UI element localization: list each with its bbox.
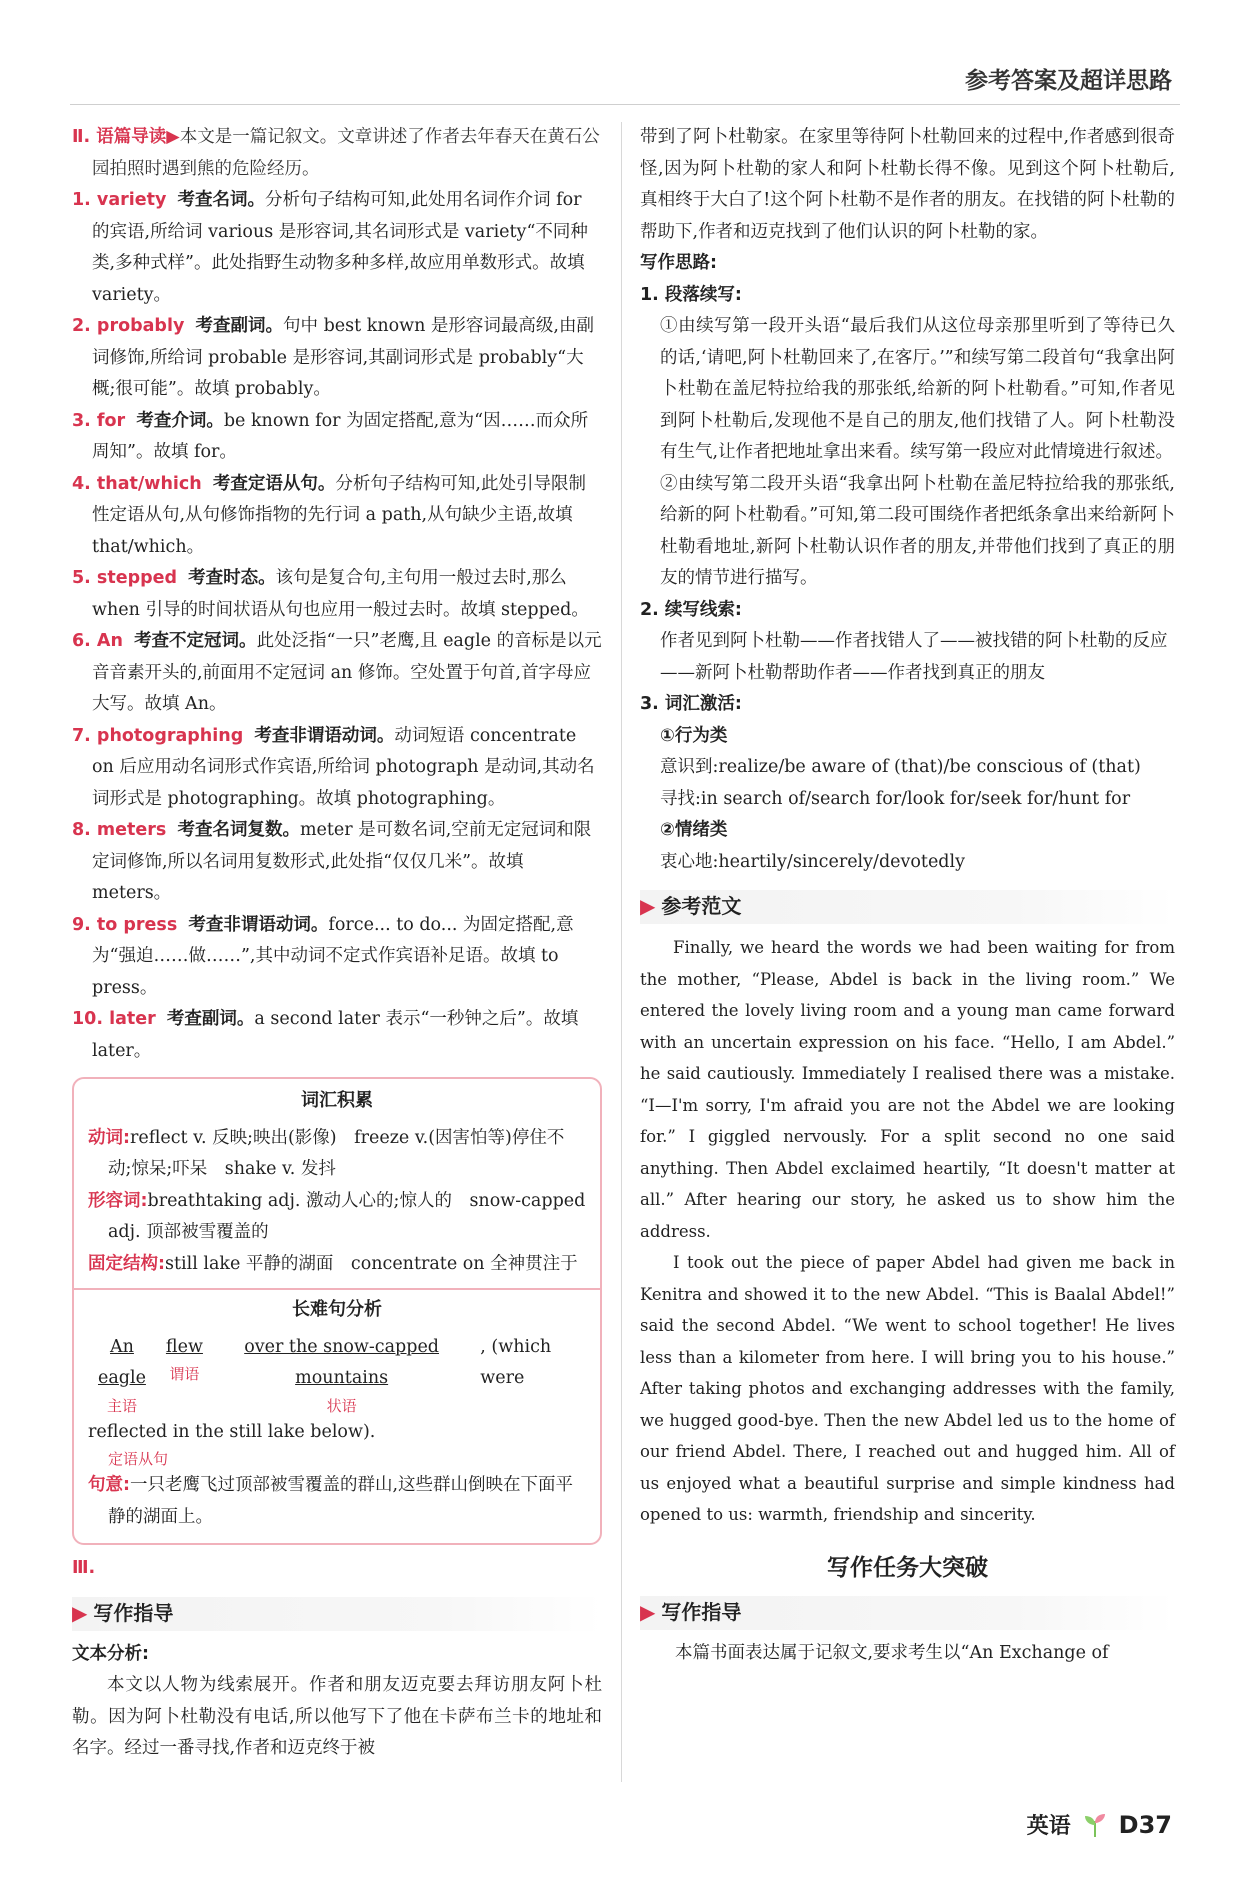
answer-tag: 考查副词。 <box>166 1009 255 1029</box>
answer-text: be known for 为固定搭配,意为“因……而众所周知”。故填 for。 <box>92 410 589 462</box>
vocab-text: still lake 平静的湖面 concentrate on 全神贯注于 <box>165 1253 578 1274</box>
writing-guide-ribbon-2 <box>640 1596 1175 1630</box>
task-title: 写作任务大突破 <box>827 1554 988 1581</box>
writing-guide-ribbon <box>72 1597 602 1631</box>
answer-tag: 考查非谓语动词。 <box>254 725 395 746</box>
text-analysis-body: 本文以人物为线索展开。作者和朋友迈克要去拜访朋友阿卜杜勒。因为阿卜杜勒没有电话,所以他写下了他在卡萨布兰卡的地址和名字。经过一番寻找,作者和迈克终于被 <box>72 1675 602 1758</box>
vocab-category: 形容词: <box>88 1190 148 1211</box>
page-header-title: 参考答案及超详思路 <box>965 68 1172 94</box>
clause-start: , (which were <box>480 1336 552 1388</box>
p1-b: ②由续写第二段开头语“我拿出阿卜杜勒在盖尼特拉给我的那张纸,给新的阿卜杜勒看。”可知,第二段可围绕作者把纸条拿出来给新阿卜杜勒看地址,新阿卜杜勒认识作者的朋友,并带他们找到了真正的朋友的情节进行描写。 <box>660 473 1175 588</box>
thinking-label: 写作思路: <box>640 253 717 273</box>
answer-number: 7. photographing <box>72 725 244 746</box>
answer-tag: 考查时态。 <box>188 568 276 588</box>
verb-label: 谓语 <box>169 1365 200 1383</box>
answer-item-6 <box>72 626 602 721</box>
analysis-continuation: 带到了阿卜杜勒家。在家里等待阿卜杜勒回来的过程中,作者感到很奇怪,因为阿卜杜勒的家人和阿卜杜勒长得不像。见到这个阿卜杜勒后,真相终于大白了!这个阿卜杜勒不是作者的朋友。在找错的阿卜杜勒的帮助下,作者和迈克找到了他们认识的阿卜杜勒的家。 <box>640 127 1175 242</box>
answer-text: 该句是复合句,主句用一般过去时,那么 when 引导的时间状语从句也应用一般过去时。故填 stepped。 <box>92 568 589 620</box>
answer-tag: 考查非谓语动词。 <box>188 914 329 935</box>
vocab-category: 动词: <box>88 1127 130 1148</box>
answer-text: a second later 表示“一秒钟之后”。故填 later。 <box>92 1009 579 1061</box>
page-number: D37 <box>1118 1810 1172 1839</box>
last-line: 本篇书面表达属于记叙文,要求考生以“An Exchange of <box>675 1643 1109 1663</box>
verb-phrase: flew <box>165 1336 203 1357</box>
meaning-text: 一只老鹰飞过顶部被雪覆盖的群山,这些群山倒映在下面平静的湖面上。 <box>108 1475 574 1527</box>
p3-a-1: 意识到:realize/be aware of (that)/be conscious of (that) <box>660 757 1141 777</box>
p3-a-label: ①行为类 <box>660 725 728 746</box>
p2-label: 2. 续写线索: <box>640 599 742 620</box>
text-analysis-label: 文本分析: <box>72 1643 149 1664</box>
essay-paragraph-1: Finally, we heard the words we had been waiting for from the mother, “Please, Abdel is back in the living room.” We entered the lovely living room and a young man came forward with an uncertain expression on his face. “Hello, I am Abdel.” he said cautiously. Immediately I realised there was a mistake. “I—I'm sorry, I'm afraid you are not the Abdel we are looking for.” I giggled nervously. For a split second no one said anything. Then Abdel exclaimed heartily, “It doesn't matter at all.” After hearing our story, he asked us to show him the address. <box>640 938 1175 1241</box>
answer-text: 此处泛指“一只”老鹰,且 eagle 的音标是以元音音素开头的,前面用不定冠词 an 修饰。空处置于句首,首字母应大写。故填 An。 <box>92 631 602 714</box>
section-intro <box>72 122 602 185</box>
vocab-row-verbs <box>88 1123 586 1186</box>
intro-label: Ⅱ. 语篇导读▶ <box>72 127 180 147</box>
header-rule <box>70 104 1180 105</box>
answer-number: 10. later <box>72 1009 156 1029</box>
answer-text: 分析句子结构可知,此处引导限制性定语从句,从句修饰指物的先行词 a path,从句缺少主语,故填 that/which。 <box>92 473 586 557</box>
box-separator <box>74 1288 600 1290</box>
subject-phrase: An eagle <box>97 1336 146 1388</box>
intro-text: 本文是一篇记叙文。文章讲述了作者去年春天在黄石公园拍照时遇到熊的危险经历。 <box>92 127 600 179</box>
clause-end: reflected in the still lake below). <box>88 1421 376 1442</box>
p2-text: 作者见到阿卜杜勒——作者找错人了——被找错的阿卜杜勒的反应——新阿卜杜勒帮助作者——作者找到真正的朋友 <box>660 631 1168 683</box>
answer-item-3 <box>72 406 602 469</box>
answer-item-4 <box>72 469 602 564</box>
vocab-text: reflect v. 反映;映出(影像) freeze v.(因害怕等)停住不动;惊呆;吓呆 shake v. 发抖 <box>108 1127 565 1179</box>
answer-tag: 考查不定冠词。 <box>134 631 257 651</box>
answer-item-5 <box>72 563 602 626</box>
ribbon-arrow-icon: ▶ <box>640 894 656 919</box>
answer-number: 3. for <box>72 410 126 431</box>
vocab-box <box>72 1077 602 1545</box>
answer-text: meter 是可数名词,空前无定冠词和限定词修饰,所以名词用复数形式,此处指“仅仅几米”。故填 meters。 <box>92 820 592 903</box>
subject-label: 英语 <box>1026 1814 1071 1839</box>
answer-item-10 <box>72 1004 602 1067</box>
answer-text: 句中 best known 是形容词最高级,由副词修饰,所给词 probable 是形容词,其副词形式是 probably“大概;很可能”。故填 probably。 <box>92 316 594 399</box>
answer-text: 分析句子结构可知,此处用名词作介词 for 的宾语,所给词 various 是形容词,其名词形式是 variety“不同种类,多种式样”。此处指野生动物多种多样,故应用单数形式。故填 variety。 <box>92 190 588 305</box>
p1-a: ①由续写第一段开头语“最后我们从这位母亲那里听到了等待已久的话,‘请吧,阿卜杜勒回来了,在客厅。’”和续写第二段首句“我拿出阿卜杜勒在盖尼特拉给我的那张纸,给新的阿卜杜勒看。”可知,作者见到阿卜杜勒后,发现他不是自己的朋友,他们找错了人。阿卜杜勒没有生气,让作者把地址拿出来看。续写第一段应对此情境进行叙述。 <box>660 316 1175 462</box>
answer-item-2 <box>72 311 602 406</box>
vocab-row-phrases <box>88 1249 586 1281</box>
page-footer <box>1027 1809 1172 1840</box>
answer-number: 8. meters <box>72 820 167 840</box>
p3-b-label: ②情绪类 <box>660 820 728 840</box>
vocab-text: breathtaking adj. 激动人心的;惊人的 snow-capped adj. 顶部被雪覆盖的 <box>108 1190 586 1242</box>
analysis-box-title: 长难句分析 <box>292 1299 382 1320</box>
answer-number: 4. that/which <box>72 473 202 494</box>
p1-label: 1. 段落续写: <box>640 284 742 305</box>
answer-number: 1. variety <box>72 190 167 210</box>
answer-tag: 考查名词。 <box>177 190 266 210</box>
vocab-box-title: 词汇积累 <box>301 1090 373 1111</box>
subject-label: 主语 <box>106 1396 137 1415</box>
analysis-sentence <box>88 1332 586 1534</box>
p3-label: 3. 词汇激活: <box>640 694 742 714</box>
answer-number: 9. to press <box>72 914 178 935</box>
answer-tag: 考查定语从句。 <box>212 473 336 494</box>
answer-tag: 考查名词复数。 <box>177 820 300 840</box>
model-essay-ribbon <box>640 890 1175 924</box>
vocab-row-adjectives <box>88 1186 586 1249</box>
model-essay-title: 参考范文 <box>661 894 742 919</box>
right-column <box>640 122 1175 1670</box>
answer-tag: 考查介词。 <box>136 410 224 431</box>
writing-guide-title-2: 写作指导 <box>661 1600 742 1625</box>
section-3-label: Ⅲ. <box>72 1558 96 1578</box>
answer-item-8 <box>72 815 602 910</box>
essay-paragraph-2: I took out the piece of paper Abdel had given me back in Kenitra and showed it to the new Abdel. “This is Baalal Abdel!” said the second Abdel. “We went to school together! He lives less than a kilometer from here. I will bring you to his house.” After taking photos and exchanging addresses with the family, we hugged good-bye. Then the new Abdel led us to the home of our friend Abdel. There, I reached out and hugged him. All of us enjoyed what a beautiful surprise and simple kindness had opened to us: warmth, friendship and sincerity. <box>640 1253 1175 1524</box>
meaning-label: 句意: <box>88 1475 130 1495</box>
clause-label: 定语从句 <box>108 1450 169 1468</box>
answer-number: 6. An <box>72 631 123 651</box>
writing-guide-title: 写作指导 <box>93 1600 174 1625</box>
answer-number: 5. stepped <box>72 568 178 588</box>
sentence-meaning <box>88 1470 586 1533</box>
answer-text: force... to do... 为固定搭配,意为“强迫……做……”,其中动词不定式作宾语补足语。故填 to press。 <box>92 914 574 998</box>
p3-b-1: 衷心地:heartily/sincerely/devotedly <box>660 851 965 872</box>
ribbon-arrow-icon: ▶ <box>72 1600 88 1625</box>
answer-item-9 <box>72 910 602 1005</box>
answer-item-1 <box>72 185 602 311</box>
column-divider <box>621 122 622 1782</box>
answer-number: 2. probably <box>72 316 185 336</box>
left-column <box>72 122 602 1765</box>
sprout-icon <box>1081 1811 1109 1839</box>
answer-item-7 <box>72 721 602 816</box>
answer-text: 动词短语 concentrate on 后应用动名词形式作宾语,所给词 photograph 是动词,其动名词形式是 photographing。故填 photographing。 <box>92 725 595 809</box>
ribbon-arrow-icon: ▶ <box>640 1600 656 1625</box>
vocab-category: 固定结构: <box>88 1253 165 1274</box>
answer-tag: 考查副词。 <box>195 316 284 336</box>
adverbial-phrase: over the snow-capped mountains <box>244 1336 440 1388</box>
p3-a-2: 寻找:in search of/search for/look for/seek for/hunt for <box>660 788 1131 809</box>
adverbial-label: 状语 <box>326 1396 357 1415</box>
